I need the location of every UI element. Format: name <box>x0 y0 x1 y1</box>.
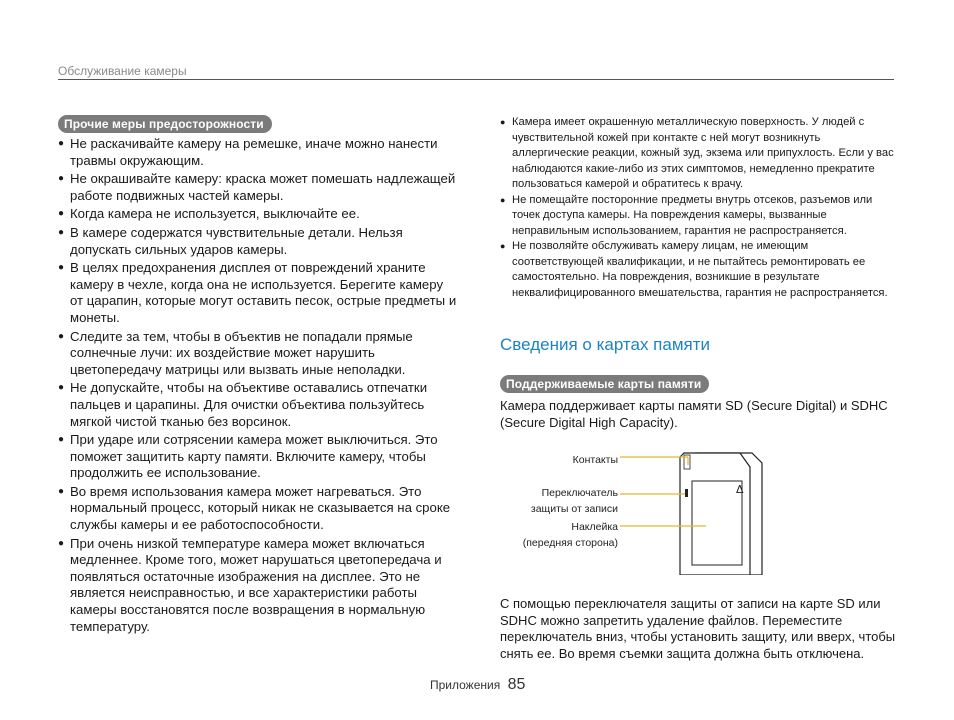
list-item: ● Во время использования камера может нагреваться. Это нормальный процесс, который никак не сказывается на сроке службы камеры и ее работоспособности. <box>58 484 458 534</box>
list-item: ● Когда камера не используется, выключайте ее. <box>58 206 458 223</box>
right-column <box>500 115 900 663</box>
label-contacts: Контакты <box>572 454 618 467</box>
list-item: ● Следите за тем, чтобы в объектив не попадали прямые солнечные лучи: их воздействие может нарушить цветопередачу матрицы или вызвать иные неполадки. <box>58 329 458 379</box>
precautions-pill: Прочие меры предосторожности <box>58 115 272 133</box>
page-footer <box>430 676 525 694</box>
label-switch-1: Переключатель <box>541 487 618 500</box>
intro-text: Камера поддерживает карты памяти SD (Secure Digital) и SDHC (Secure Digital High Capacity). <box>500 398 888 430</box>
list-item: ● Не позволяйте обслуживать камеру лицам, не имеющим соответствующей квалификации, и не пытайтесь ремонтировать ее самостоятельно. На повреждения, возникшие в результате неквалифицированного вмешательства, гарантия не распространяется. <box>500 239 900 301</box>
footer-section: Приложения <box>430 678 501 692</box>
outro-text: С помощью переключателя защиты от записи на карте SD или SDHC можно запретить удаление файлов. Переместите переключатель вниз, чтобы установить защиту, или вверх, чтобы снять ее. Во время съемки защита должна быть отключена. <box>500 596 896 661</box>
warnings-list <box>500 115 900 301</box>
list-item: ● Камера имеет окрашенную металлическую поверхность. У людей с чувствительной кожей при контакте с ней могут возникнуть аллергические реакции, кожный зуд, экзема или припухлость. Если у вас наблюдаются какие-либо из этих симптомов, немедленно прекратите пользоваться камерой и обратитесь к врачу. <box>500 115 900 193</box>
sd-card-arrow: Δ <box>736 483 744 497</box>
list-item: ● Не раскачивайте камеру на ремешке, иначе можно нанести травмы окружающим. <box>58 136 458 169</box>
header-title: Обслуживание камеры <box>58 64 187 78</box>
label-sticker-1: Наклейка <box>571 521 618 534</box>
label-switch-2: защиты от записи <box>530 503 618 516</box>
precautions-list <box>58 136 458 635</box>
label-sticker-2: (передняя сторона) <box>522 537 618 550</box>
list-item: ● В целях предохранения дисплея от повреждений храните камеру в чехле, когда она не используется. Берегите камеру от царапин, которые могут оставить песок, острые предметы и монеты. <box>58 260 458 326</box>
list-item: ● В камере содержатся чувствительные детали. Нельзя допускать сильных ударов камеры. <box>58 225 458 258</box>
write-protect-switch <box>685 489 688 497</box>
list-item: ● Не окрашивайте камеру: краска может помешать надлежащей работе подвижных частей камеры. <box>58 171 458 204</box>
sd-card-label-area <box>692 481 742 565</box>
sd-card-diagram <box>500 445 900 575</box>
page-number: 85 <box>507 676 526 693</box>
list-item: ● При очень низкой температуре камера может включаться медленнее. Кроме того, может нарушаться цветопередача и появляться остаточные изображения на дисплее. Это не является неисправностью, и все характеристики работы камеры восстановятся после возвращения в нормальную температуру. <box>58 536 458 636</box>
list-item: ● При ударе или сотрясении камера может выключиться. Это поможет защитить карту памяти. Включите камеру, чтобы продолжить ее использование. <box>58 432 458 482</box>
section-title: Сведения о картах памяти <box>500 335 711 354</box>
list-item: ● Не помещайте посторонние предметы внутрь отсеков, разъемов или точек доступа камеры. На повреждения камеры, вызванные неправильным использованием, гарантия не распространяется. <box>500 193 900 240</box>
list-item: ● Не допускайте, чтобы на объективе оставались отпечатки пальцев и царапины. Для очистки объектива пользуйтесь мягкой чистой тканью без ворсинок. <box>58 380 458 430</box>
sd-card-illustration <box>500 445 900 575</box>
supported-cards-pill: Поддерживаемые карты памяти <box>500 375 709 393</box>
left-column <box>58 115 458 637</box>
page-header <box>58 63 894 80</box>
